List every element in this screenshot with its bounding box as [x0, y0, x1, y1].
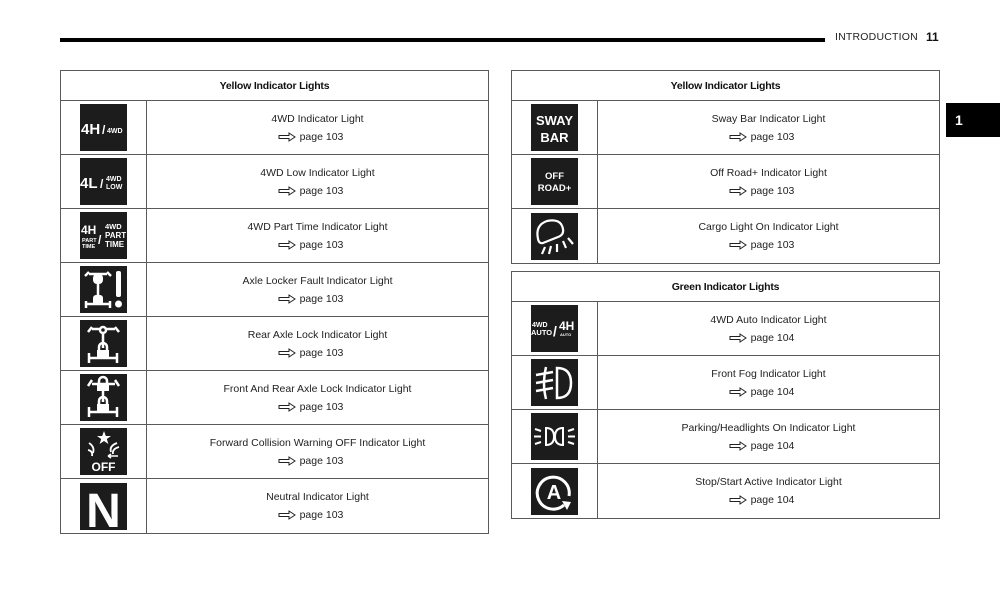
table-row: [61, 155, 488, 209]
svg-text:4WD: 4WD: [105, 222, 122, 231]
off-road-plus-icon: [531, 158, 578, 205]
header-rule: [60, 38, 825, 42]
yellow-indicator-table-right: [511, 70, 940, 264]
svg-text:/: /: [553, 323, 557, 339]
sway-bar-icon: [531, 104, 578, 151]
table-row: [61, 317, 488, 371]
svg-text:AUTO: AUTO: [531, 328, 553, 337]
table-row: [61, 371, 488, 425]
indicator-label: Front Fog Indicator Light: [711, 367, 826, 380]
table-row: [61, 425, 488, 479]
svg-text:/: /: [102, 123, 106, 137]
svg-text:4H: 4H: [81, 121, 101, 138]
table-row: [512, 464, 939, 518]
4h-part-time-icon: [80, 212, 127, 259]
svg-text:PART: PART: [82, 238, 97, 244]
4wd-auto-icon: [531, 305, 578, 352]
indicator-label: 4WD Auto Indicator Light: [710, 313, 827, 326]
svg-text:/: /: [98, 233, 102, 247]
indicator-label: Stop/Start Active Indicator Light: [695, 476, 842, 488]
table-header: Yellow Indicator Lights: [512, 71, 939, 101]
svg-text:ROAD+: ROAD+: [537, 183, 572, 194]
svg-text:4L: 4L: [80, 175, 98, 192]
indicator-label: Sway Bar Indicator Light: [711, 112, 826, 125]
rear-axle-lock-icon: [80, 320, 127, 367]
svg-text:4WD: 4WD: [532, 322, 548, 329]
svg-text:TIME: TIME: [82, 244, 96, 250]
arrow-right-icon: [278, 294, 296, 304]
table-row: [512, 155, 939, 209]
arrow-right-icon: [729, 132, 747, 142]
yellow-indicator-table-left: [60, 70, 489, 534]
front-rear-axle-lock-icon: [80, 374, 127, 421]
table-row: [61, 479, 488, 533]
page-reference-link[interactable]: page 103: [729, 131, 795, 143]
page-reference-link[interactable]: page 103: [729, 239, 795, 251]
stop-start-active-icon: [531, 468, 578, 515]
4h-4wd-icon: [80, 104, 127, 151]
page-reference-link[interactable]: page 103: [278, 455, 344, 467]
page-reference-link[interactable]: page 103: [729, 185, 795, 197]
arrow-right-icon: [729, 495, 747, 505]
page-reference-link[interactable]: page 103: [278, 401, 344, 413]
neutral-icon: [80, 483, 127, 530]
indicator-label: 4WD Low Indicator Light: [260, 166, 375, 179]
svg-text:4WD: 4WD: [107, 128, 123, 135]
page-reference-link[interactable]: page 103: [278, 131, 344, 143]
arrow-right-icon: [278, 240, 296, 250]
table-row: [512, 356, 939, 410]
table-row: [512, 101, 939, 155]
svg-text:/: /: [100, 177, 104, 191]
svg-text:OFF: OFF: [545, 171, 564, 182]
arrow-right-icon: [278, 402, 296, 412]
svg-text:4H: 4H: [559, 319, 575, 333]
indicator-label: Front And Rear Axle Lock Indicator Light: [223, 382, 412, 395]
svg-text:AUTO: AUTO: [560, 332, 572, 337]
table-row: [512, 302, 939, 356]
svg-text:A: A: [546, 481, 562, 504]
page-reference-link[interactable]: page 103: [278, 509, 344, 521]
arrow-right-icon: [729, 387, 747, 397]
front-fog-icon: [531, 359, 578, 406]
svg-text:4H: 4H: [81, 223, 97, 237]
indicator-label: 4WD Indicator Light: [271, 112, 364, 125]
table-row: [512, 410, 939, 464]
page-reference-link[interactable]: page 103: [278, 185, 344, 197]
section-title: INTRODUCTION: [835, 31, 918, 43]
indicator-label: Axle Locker Fault Indicator Light: [242, 274, 393, 287]
indicator-label: Rear Axle Lock Indicator Light: [247, 328, 388, 341]
indicator-label: Off Road+ Indicator Light: [710, 166, 827, 179]
4l-4wd-low-icon: [80, 158, 127, 205]
svg-text:PART: PART: [105, 231, 127, 240]
arrow-right-icon: [278, 186, 296, 196]
parking-headlights-icon: [531, 413, 578, 460]
svg-text:SWAY: SWAY: [535, 113, 574, 128]
indicator-label: Parking/Headlights On Indicator Light: [681, 421, 856, 434]
table-header: Green Indicator Lights: [512, 272, 939, 302]
indicator-label: 4WD Part Time Indicator Light: [247, 220, 388, 233]
page-reference-link[interactable]: page 103: [278, 239, 344, 251]
arrow-right-icon: [278, 456, 296, 466]
svg-text:TIME: TIME: [105, 240, 125, 249]
arrow-right-icon: [729, 333, 747, 343]
table-row: [512, 209, 939, 263]
page-number: 11: [926, 30, 939, 44]
svg-text:4WD: 4WD: [106, 176, 122, 183]
page-reference-link[interactable]: page 104: [729, 386, 795, 398]
arrow-right-icon: [278, 132, 296, 142]
cargo-light-icon: [531, 213, 578, 260]
forward-collision-warning-off-icon: [80, 428, 127, 475]
page-reference-link[interactable]: page 103: [278, 293, 344, 305]
arrow-right-icon: [729, 441, 747, 451]
arrow-right-icon: [278, 348, 296, 358]
table-header: Yellow Indicator Lights: [61, 71, 488, 101]
indicator-label: Forward Collision Warning OFF Indicator Light: [209, 436, 426, 449]
indicator-label: Neutral Indicator Light: [266, 491, 369, 503]
arrow-right-icon: [729, 240, 747, 250]
green-indicator-table: [511, 271, 940, 519]
svg-text:BAR: BAR: [540, 130, 569, 145]
svg-text:LOW: LOW: [106, 184, 123, 191]
axle-locker-fault-icon: [80, 266, 127, 313]
svg-text:OFF: OFF: [91, 460, 116, 474]
arrow-right-icon: [729, 186, 747, 196]
page-reference-link[interactable]: page 103: [278, 347, 344, 359]
chapter-tab-label: 1: [955, 112, 963, 128]
arrow-right-icon: [278, 510, 296, 520]
table-row: [61, 209, 488, 263]
table-row: [61, 101, 488, 155]
indicator-label: Cargo Light On Indicator Light: [698, 221, 839, 233]
page-reference-link[interactable]: page 104: [729, 494, 795, 506]
page-reference-link[interactable]: page 104: [729, 332, 795, 344]
chapter-tab[interactable]: [946, 103, 1000, 137]
page-reference-link[interactable]: page 104: [729, 440, 795, 452]
table-row: [61, 263, 488, 317]
svg-text:N: N: [86, 484, 121, 530]
